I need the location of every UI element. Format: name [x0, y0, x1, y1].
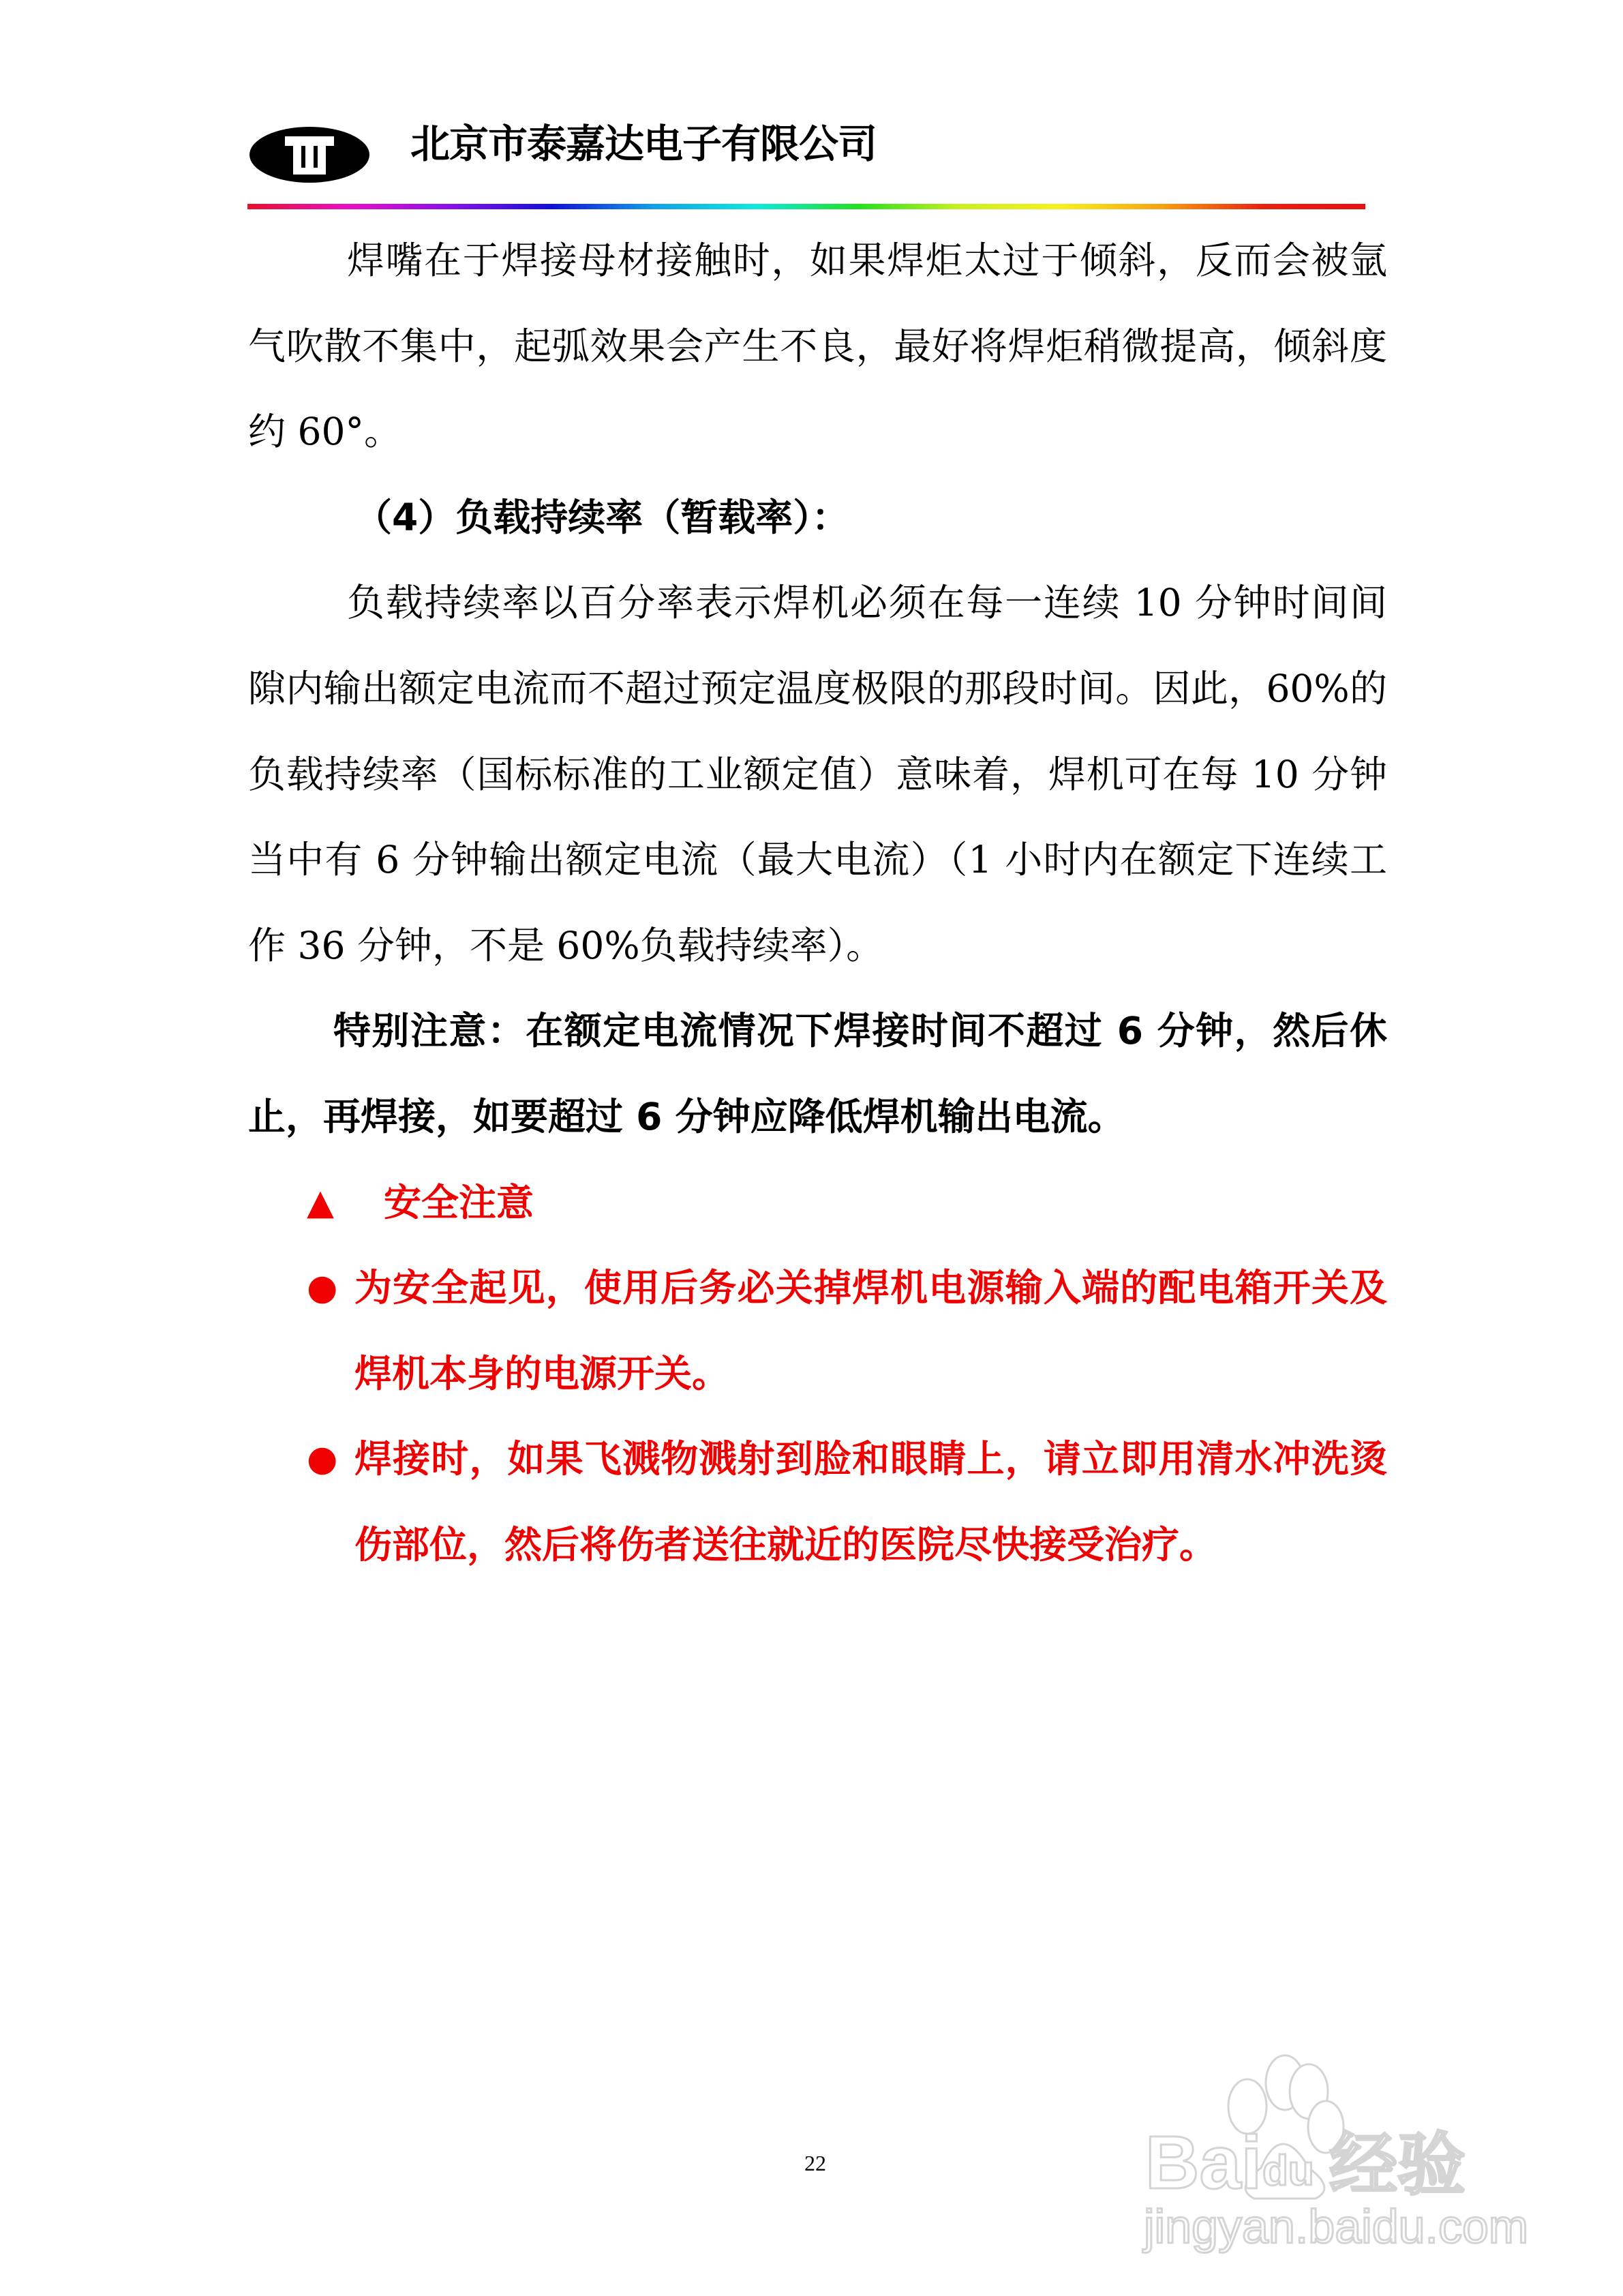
company-name: 北京市泰嘉达电子有限公司: [410, 121, 877, 167]
baidu-paw-logo-icon: [1138, 2052, 1602, 2256]
body-line: 焊嘴在于焊接母材接触时，如果焊炬太过于倾斜，反而会被氩: [347, 239, 1387, 282]
safety-item-continuation: [248, 1502, 1387, 1588]
header-rainbow-divider: [247, 204, 1365, 209]
note-line: 止，再焊接，如要超过 6 分钟应降低焊机输出电流。: [248, 1094, 1125, 1138]
safety-title: [248, 1160, 1387, 1246]
page-number: 22: [804, 2151, 826, 2175]
bullet-icon: ●: [307, 1438, 338, 1480]
safety-item-line: 为安全起见，使用后务必关掉焊机电源输入端的配电箱开关及: [354, 1266, 1387, 1310]
body-line: 作 36 分钟，不是 60%负载持续率）。: [248, 923, 884, 967]
baidu-watermark: [1138, 2052, 1602, 2259]
body-line: 当中有 6 分钟输出额定电流（最大电流）（1 小时内在额定下连续工: [248, 838, 1387, 882]
note-line: 特别注意：在额定电流情况下焊接时间不超过 6 分钟，然后休: [333, 1009, 1387, 1053]
warning-triangle-icon: ▲: [307, 1181, 334, 1223]
company-logo: [249, 127, 369, 183]
safety-item: [248, 1417, 1387, 1502]
svg-text:du: du: [1262, 2147, 1314, 2194]
body-line: 约 60°。: [248, 410, 401, 454]
safety-item-line: 焊接时，如果飞溅物溅射到脸和眼睛上，请立即用清水冲洗烫: [354, 1437, 1387, 1481]
svg-text:jingyan.baidu.com: jingyan.baidu.com: [1144, 2200, 1529, 2253]
svg-text:Bai: Bai: [1145, 2121, 1262, 2205]
body-line: 隙内输出额定电流而不超过预定温度极限的那段时间。因此，60%的: [248, 666, 1387, 710]
safety-title-text: 安全注意: [384, 1180, 534, 1224]
safety-item-line: 伤部位，然后将伤者送往就近的医院尽快接受治疗。: [354, 1522, 1217, 1567]
document-body: [248, 218, 1387, 1588]
section-heading: （4）负载持续率（暂载率）：: [354, 495, 849, 539]
body-line: 负载持续率以百分率表示焊机必须在每一连续 10 分钟时间间: [347, 581, 1387, 625]
bullet-icon: ●: [307, 1267, 338, 1309]
svg-text:经验: 经验: [1329, 2125, 1466, 2205]
body-line: 负载持续率（国标标准的工业额定值）意味着，焊机可在每 10 分钟: [248, 752, 1387, 796]
body-line: 气吹散不集中，起弧效果会产生不良，最好将焊炬稍微提高，倾斜度: [248, 324, 1387, 368]
safety-item-continuation: [248, 1331, 1387, 1417]
safety-item: [248, 1245, 1387, 1331]
safety-item-line: 焊机本身的电源开关。: [354, 1351, 730, 1395]
